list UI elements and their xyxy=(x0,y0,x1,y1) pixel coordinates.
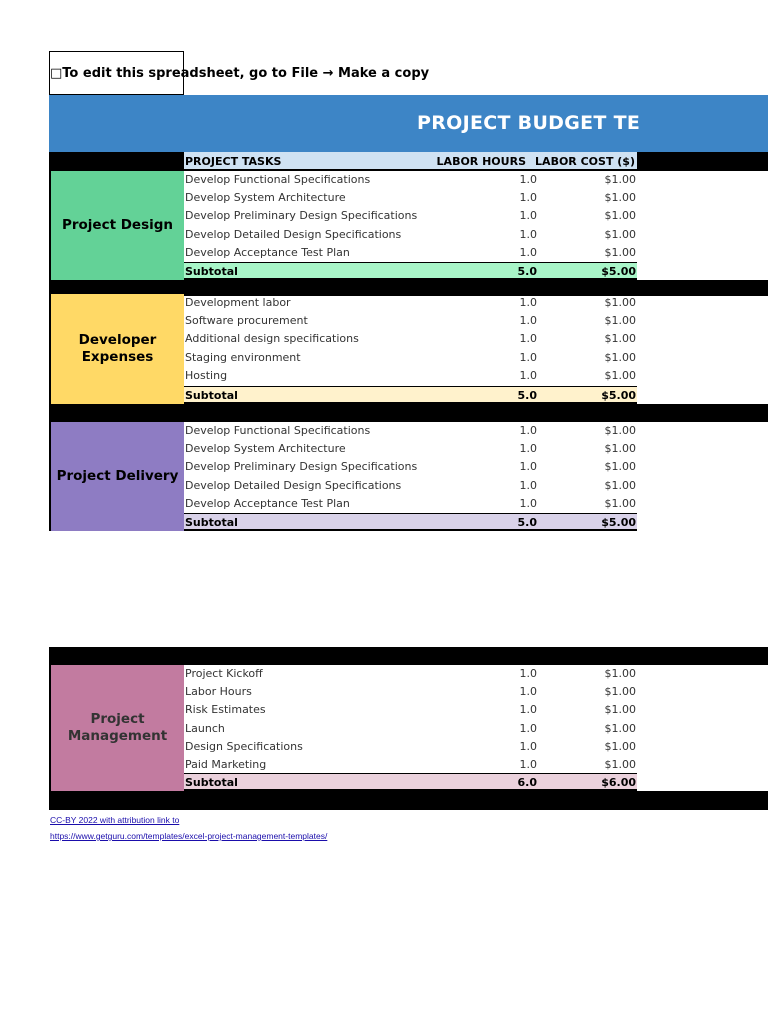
cost-cell: $1.00 xyxy=(604,721,636,735)
subtotal-label: Subtotal xyxy=(185,389,238,402)
section-divider xyxy=(49,647,768,665)
column-headers xyxy=(184,152,637,171)
column-header-row xyxy=(49,152,637,171)
footer-divider xyxy=(49,791,768,810)
cost-cell: $1.00 xyxy=(604,296,636,309)
task-cell: Develop Functional Specifications xyxy=(185,424,371,437)
category-label: Project Delivery xyxy=(49,422,184,531)
hours-cell: 1.0 xyxy=(519,703,537,717)
hours-cell: 1.0 xyxy=(519,227,537,241)
task-cell: Software procurement xyxy=(185,314,308,328)
table-row xyxy=(184,189,637,207)
hours-cell: 1.0 xyxy=(519,368,537,382)
subtotal-row xyxy=(184,513,637,531)
subtotal-cost: $5.00 xyxy=(601,265,636,278)
hours-cell: 1.0 xyxy=(519,496,537,510)
task-cell: Develop Detailed Design Specifications xyxy=(185,478,402,492)
cost-cell: $1.00 xyxy=(604,245,636,259)
section-project-management xyxy=(49,665,637,791)
cost-cell: $1.00 xyxy=(604,758,636,771)
task-cell: Develop Preliminary Design Specifications xyxy=(185,209,418,223)
template-url-link[interactable]: https://www.getguru.com/templates/excel-project-management-templates/ xyxy=(50,831,328,841)
hours-cell: 1.0 xyxy=(519,758,537,771)
hours-cell: 1.0 xyxy=(519,332,537,346)
hours-cell: 1.0 xyxy=(519,424,537,437)
task-cell: Staging environment xyxy=(185,350,301,364)
task-cell: Develop Acceptance Test Plan xyxy=(185,245,350,259)
table-row xyxy=(184,701,637,719)
task-cell: Paid Marketing xyxy=(185,758,267,771)
page-title: PROJECT BUDGET TE xyxy=(417,112,641,134)
hours-cell: 1.0 xyxy=(519,173,537,186)
task-cell: Develop System Architecture xyxy=(185,191,346,205)
cost-cell: $1.00 xyxy=(604,739,636,753)
table-row xyxy=(184,171,637,189)
section-divider xyxy=(49,404,768,422)
table-row xyxy=(184,440,637,458)
category-label: Project Design xyxy=(49,171,184,280)
subtotal-row xyxy=(184,773,637,791)
task-cell: Launch xyxy=(185,721,225,735)
section-project-design xyxy=(49,171,637,280)
header-black-bar-right xyxy=(637,152,768,171)
table-row xyxy=(184,244,637,262)
category-label: Project Management xyxy=(49,665,184,791)
table-row xyxy=(184,294,637,312)
cost-cell: $1.00 xyxy=(604,209,636,223)
hours-cell: 1.0 xyxy=(519,191,537,205)
table-row xyxy=(184,330,637,348)
hours-cell: 1.0 xyxy=(519,460,537,474)
hours-cell: 1.0 xyxy=(519,296,537,309)
task-cell: Development labor xyxy=(185,296,291,309)
cost-cell: $1.00 xyxy=(604,368,636,382)
hours-cell: 1.0 xyxy=(519,685,537,699)
hours-cell: 1.0 xyxy=(519,721,537,735)
section-project-delivery xyxy=(49,422,637,531)
task-cell: Labor Hours xyxy=(185,685,252,699)
title-bar xyxy=(49,95,768,152)
task-cell: Develop Detailed Design Specifications xyxy=(185,227,402,241)
table-row xyxy=(184,495,637,513)
table-row xyxy=(184,349,637,367)
table-row xyxy=(184,422,637,440)
cost-cell: $1.00 xyxy=(604,667,636,680)
table-row xyxy=(184,477,637,495)
subtotal-hours: 5.0 xyxy=(517,265,537,278)
cost-cell: $1.00 xyxy=(604,685,636,699)
cost-cell: $1.00 xyxy=(604,496,636,510)
task-cell: Develop Functional Specifications xyxy=(185,173,371,186)
subtotal-hours: 5.0 xyxy=(517,389,537,402)
subtotal-label: Subtotal xyxy=(185,516,238,529)
task-cell: Risk Estimates xyxy=(185,703,266,717)
task-cell: Design Specifications xyxy=(185,739,303,753)
hours-cell: 1.0 xyxy=(519,478,537,492)
subtotal-cost: $5.00 xyxy=(601,516,636,529)
subtotal-label: Subtotal xyxy=(185,265,238,278)
subtotal-row xyxy=(184,386,637,404)
table-row xyxy=(184,207,637,225)
hours-cell: 1.0 xyxy=(519,739,537,753)
cost-cell: $1.00 xyxy=(604,478,636,492)
hours-cell: 1.0 xyxy=(519,442,537,456)
attribution-link[interactable]: CC-BY 2022 with attribution link to xyxy=(50,815,180,825)
cost-cell: $1.00 xyxy=(604,314,636,328)
cost-cell: $1.00 xyxy=(604,350,636,364)
subtotal-cost: $6.00 xyxy=(601,776,636,789)
subtotal-row xyxy=(184,262,637,280)
cost-cell: $1.00 xyxy=(604,332,636,346)
cost-cell: $1.00 xyxy=(604,460,636,474)
table-row xyxy=(184,665,637,683)
table-row xyxy=(184,226,637,244)
subtotal-hours: 6.0 xyxy=(517,776,537,789)
subtotal-label: Subtotal xyxy=(185,776,238,789)
hours-cell: 1.0 xyxy=(519,314,537,328)
section-developer-expenses xyxy=(49,294,637,404)
cost-cell: $1.00 xyxy=(604,191,636,205)
subtotal-hours: 5.0 xyxy=(517,516,537,529)
task-cell: Hosting xyxy=(185,368,228,382)
cost-cell: $1.00 xyxy=(604,227,636,241)
hours-cell: 1.0 xyxy=(519,350,537,364)
task-cell: Project Kickoff xyxy=(185,667,263,680)
subtotal-cost: $5.00 xyxy=(601,389,636,402)
category-label: Developer Expenses xyxy=(49,294,184,404)
cost-cell: $1.00 xyxy=(604,173,636,186)
table-row xyxy=(184,367,637,385)
task-cell: Additional design specifications xyxy=(185,332,359,346)
table-row xyxy=(184,720,637,738)
hours-cell: 1.0 xyxy=(519,245,537,259)
header-project-tasks: PROJECT TASKS xyxy=(185,155,282,168)
table-row xyxy=(184,458,637,476)
header-labor-hours: LABOR HOURS xyxy=(436,155,526,168)
cost-cell: $1.00 xyxy=(604,703,636,717)
table-row xyxy=(184,683,637,701)
cost-cell: $1.00 xyxy=(604,442,636,456)
cost-cell: $1.00 xyxy=(604,424,636,437)
table-row xyxy=(184,738,637,756)
task-cell: Develop Preliminary Design Specifications xyxy=(185,460,418,474)
task-cell: Develop Acceptance Test Plan xyxy=(185,496,350,510)
table-row xyxy=(184,756,637,774)
table-row xyxy=(184,312,637,330)
edit-note: □To edit this spreadsheet, go to File → Make a copy xyxy=(50,66,430,81)
hours-cell: 1.0 xyxy=(519,667,537,680)
hours-cell: 1.0 xyxy=(519,209,537,223)
task-cell: Develop System Architecture xyxy=(185,442,346,456)
header-labor-cost: LABOR COST ($) xyxy=(535,155,635,168)
